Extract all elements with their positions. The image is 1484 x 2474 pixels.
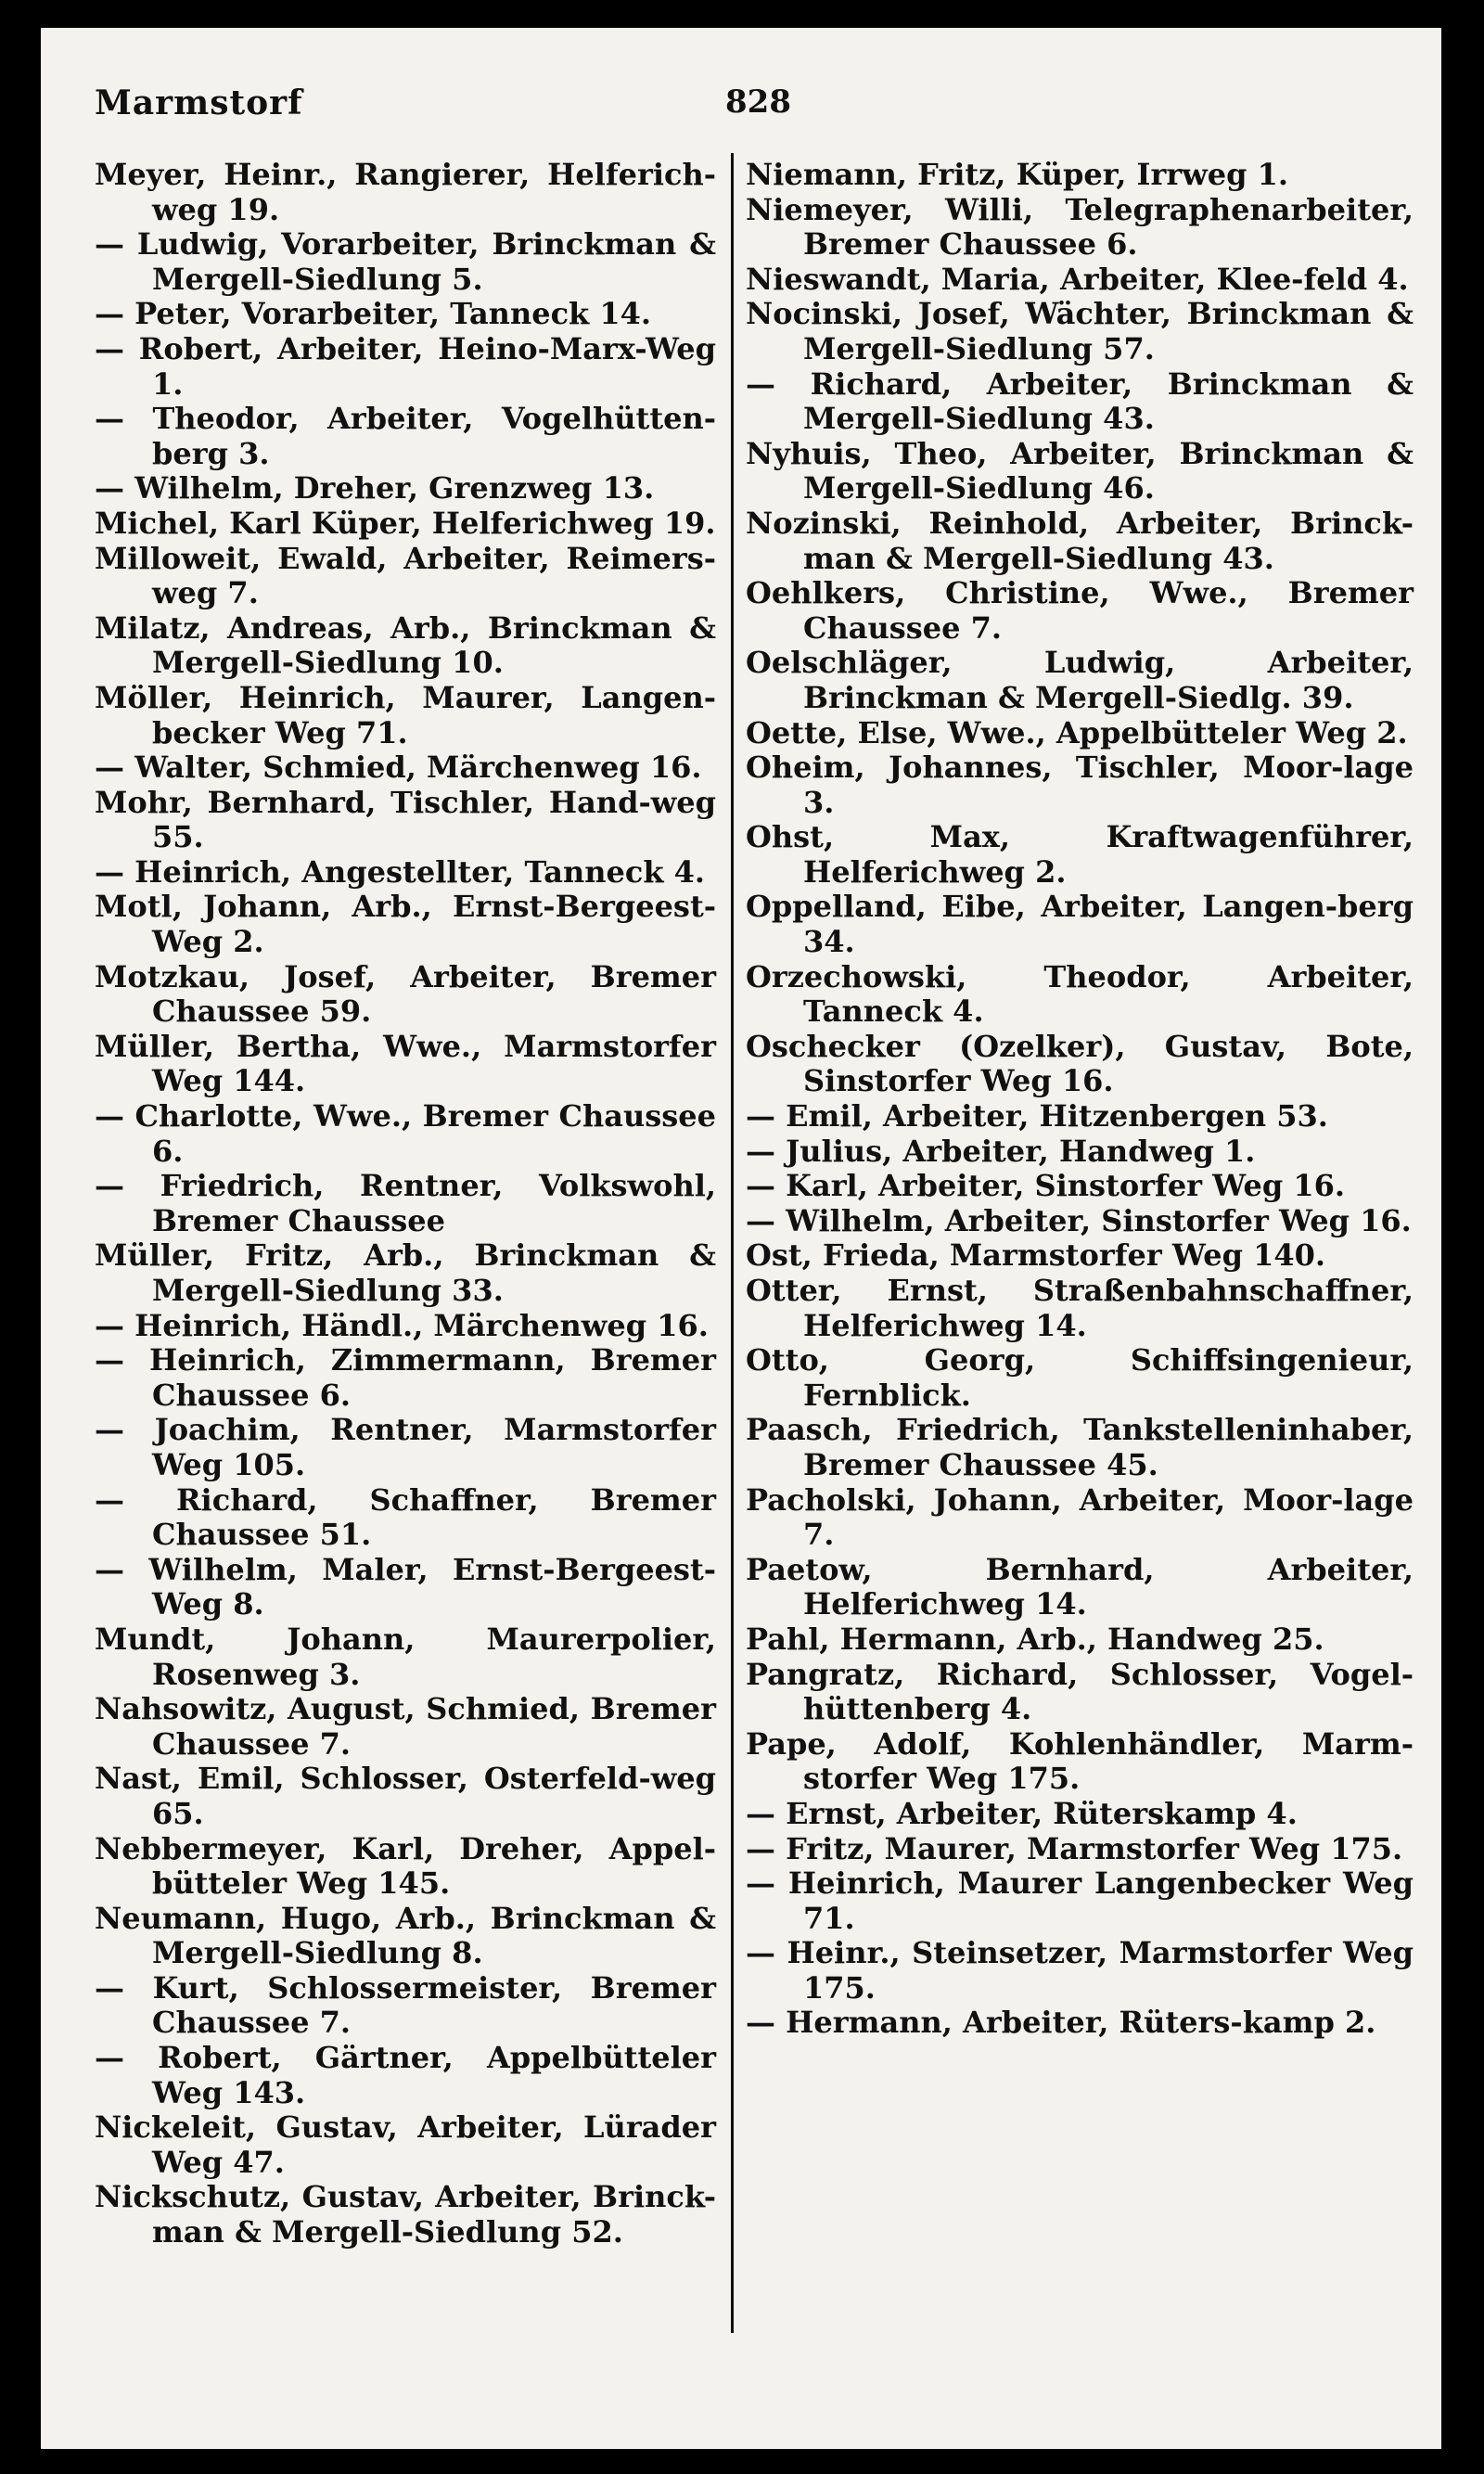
left-column bbox=[95, 158, 716, 2250]
directory-entry: Mohr, Bernhard, Tischler, Hand-weg 55. bbox=[95, 784, 716, 855]
directory-entry: — Kurt, Schlossermeister, Bremer Chaussee 7. bbox=[95, 1969, 716, 2041]
directory-entry: — Julius, Arbeiter, Handweg 1. bbox=[746, 1133, 1256, 1169]
directory-entry: — Heinrich, Angestellter, Tanneck 4. bbox=[95, 853, 706, 890]
directory-entry: Nieswandt, Maria, Arbeiter, Klee-feld 4. bbox=[746, 261, 1409, 297]
directory-entry: — Wilhelm, Arbeiter, Sinstorfer Weg 16. bbox=[746, 1202, 1412, 1238]
running-head: Marmstorf bbox=[95, 83, 303, 122]
directory-entry: Möller, Heinrich, Maurer, Langen-becker Weg 71. bbox=[95, 679, 716, 750]
directory-entry: Nyhuis, Theo, Arbeiter, Brinckman & Mergell-Siedlung 46. bbox=[746, 435, 1414, 506]
column-divider bbox=[731, 153, 734, 2333]
directory-entry: — Charlotte, Wwe., Bremer Chaussee 6. bbox=[95, 1098, 716, 1169]
directory-entry: — Friedrich, Rentner, Volkswohl, Bremer Chaussee bbox=[95, 1168, 716, 1238]
directory-entry: Nickeleit, Gustav, Arbeiter, Lürader Weg 47. bbox=[95, 2109, 716, 2180]
directory-entry: Pangratz, Richard, Schlosser, Vogel-hüttenberg 4. bbox=[746, 1656, 1414, 1727]
directory-entry: — Ernst, Arbeiter, Rüterskamp 4. bbox=[746, 1795, 1298, 1831]
directory-entry: Nickschutz, Gustav, Arbeiter, Brinck-man & Mergell-Siedlung 52. bbox=[95, 2179, 716, 2250]
directory-page bbox=[41, 28, 1441, 2449]
directory-entry: — Richard, Arbeiter, Brinckman & Mergell-Siedlung 43. bbox=[746, 365, 1414, 437]
directory-entry: Otto, Georg, Schiffsingenieur, Fernblick. bbox=[746, 1342, 1414, 1413]
directory-entry: — Richard, Schaffner, Bremer Chaussee 51. bbox=[95, 1481, 716, 1553]
page-header bbox=[95, 83, 1393, 139]
directory-entry: Oelschläger, Ludwig, Arbeiter, Brinckman & Mergell-Siedlg. 39. bbox=[746, 645, 1414, 715]
directory-entry: Oehlkers, Christine, Wwe., Bremer Chaussee 7. bbox=[746, 575, 1414, 646]
directory-entry: Otter, Ernst, Straßenbahnschaffner, Helferichweg 14. bbox=[746, 1273, 1414, 1343]
directory-entry: — Heinr., Steinsetzer, Marmstorfer Weg 175. bbox=[746, 1935, 1414, 2006]
directory-entry: Ost, Frieda, Marmstorfer Weg 140. bbox=[746, 1237, 1326, 1274]
directory-entry: — Ludwig, Vorarbeiter, Brinckman & Mergell-Siedlung 5. bbox=[95, 226, 716, 297]
directory-entry: Milloweit, Ewald, Arbeiter, Reimers-weg 7. bbox=[95, 540, 716, 611]
directory-entry: Niemann, Fritz, Küper, Irrweg 1. bbox=[746, 157, 1289, 192]
directory-entry: Meyer, Heinr., Rangierer, Helferich-weg 19. bbox=[95, 157, 716, 227]
directory-entry: — Theodor, Arbeiter, Vogelhütten-berg 3. bbox=[95, 401, 716, 471]
directory-entry: Neumann, Hugo, Arb., Brinckman & Mergell-Siedlung 8. bbox=[95, 1900, 716, 1971]
directory-entry: — Heinrich, Maurer Langenbecker Weg 71. bbox=[746, 1865, 1414, 1936]
directory-entry: — Wilhelm, Dreher, Grenzweg 13. bbox=[95, 470, 655, 506]
directory-entry: — Wilhelm, Maler, Ernst-Bergeest-Weg 8. bbox=[95, 1551, 716, 1622]
directory-entry: Oheim, Johannes, Tischler, Moor-lage 3. bbox=[746, 750, 1414, 820]
directory-entry: — Karl, Arbeiter, Sinstorfer Weg 16. bbox=[746, 1168, 1346, 1204]
page-number: 828 bbox=[725, 83, 791, 121]
directory-entry: Oschecker (Ozelker), Gustav, Bote, Sinstorfer Weg 16. bbox=[746, 1028, 1414, 1099]
directory-entry: Nebbermeyer, Karl, Dreher, Appel-bütteler Weg 145. bbox=[95, 1830, 716, 1902]
right-column bbox=[746, 158, 1414, 2041]
directory-entry: Nahsowitz, August, Schmied, Bremer Chaussee 7. bbox=[95, 1691, 716, 1762]
directory-entry: Pacholski, Johann, Arbeiter, Moor-lage 7. bbox=[746, 1481, 1414, 1553]
directory-entry: Nocinski, Josef, Wächter, Brinckman & Mergell-Siedlung 57. bbox=[746, 296, 1414, 366]
directory-entry: Milatz, Andreas, Arb., Brinckman & Mergell-Siedlung 10. bbox=[95, 609, 716, 681]
directory-entry: — Hermann, Arbeiter, Rüters-kamp 2. bbox=[746, 2005, 1376, 2041]
directory-entry: Pape, Adolf, Kohlenhändler, Marm-storfer Weg 175. bbox=[746, 1725, 1414, 1797]
directory-entry: Orzechowski, Theodor, Arbeiter, Tanneck 4. bbox=[746, 958, 1414, 1030]
directory-entry: Michel, Karl Küper, Helferichweg 19. bbox=[95, 505, 716, 541]
directory-entry: — Walter, Schmied, Märchenweg 16. bbox=[95, 750, 702, 786]
directory-entry: Motzkau, Josef, Arbeiter, Bremer Chaussee 59. bbox=[95, 958, 716, 1030]
directory-entry: Oette, Else, Wwe., Appelbütteler Weg 2. bbox=[746, 714, 1408, 750]
directory-entry: Ohst, Max, Kraftwagenführer, Helferichweg 2. bbox=[746, 819, 1414, 890]
directory-entry: Mundt, Johann, Maurerpolier, Rosenweg 3. bbox=[95, 1621, 716, 1692]
directory-entry: Nozinski, Reinhold, Arbeiter, Brinck-man & Mergell-Siedlung 43. bbox=[746, 505, 1414, 576]
directory-entry: — Peter, Vorarbeiter, Tanneck 14. bbox=[95, 296, 652, 332]
directory-entry: — Fritz, Maurer, Marmstorfer Weg 175. bbox=[746, 1830, 1403, 1866]
directory-entry: — Joachim, Rentner, Marmstorfer Weg 105. bbox=[95, 1412, 716, 1482]
directory-entry: Müller, Fritz, Arb., Brinckman & Mergell-Siedlung 33. bbox=[95, 1237, 716, 1308]
directory-entry: Pahl, Hermann, Arb., Handweg 25. bbox=[746, 1621, 1324, 1657]
directory-entry: Nast, Emil, Schlosser, Osterfeld-weg 65. bbox=[95, 1761, 716, 1831]
directory-entry: — Robert, Gärtner, Appelbütteler Weg 143. bbox=[95, 2040, 716, 2110]
directory-entry: — Emil, Arbeiter, Hitzenbergen 53. bbox=[746, 1098, 1328, 1134]
directory-entry: — Heinrich, Händl., Märchenweg 16. bbox=[95, 1307, 709, 1343]
directory-entry: Niemeyer, Willi, Telegraphenarbeiter, Bremer Chaussee 6. bbox=[746, 191, 1414, 263]
directory-entry: Motl, Johann, Arb., Ernst-Bergeest-Weg 2. bbox=[95, 889, 716, 960]
directory-entry: Müller, Bertha, Wwe., Marmstorfer Weg 144. bbox=[95, 1028, 716, 1099]
directory-entry: — Robert, Arbeiter, Heino-Marx-Weg 1. bbox=[95, 330, 716, 402]
directory-entry: Paetow, Bernhard, Arbeiter, Helferichweg 14. bbox=[746, 1551, 1414, 1622]
directory-entry: Paasch, Friedrich, Tankstelleninhaber, Bremer Chaussee 45. bbox=[746, 1412, 1414, 1482]
directory-entry: — Heinrich, Zimmermann, Bremer Chaussee 6. bbox=[95, 1342, 716, 1413]
directory-entry: Oppelland, Eibe, Arbeiter, Langen-berg 34. bbox=[746, 889, 1414, 960]
